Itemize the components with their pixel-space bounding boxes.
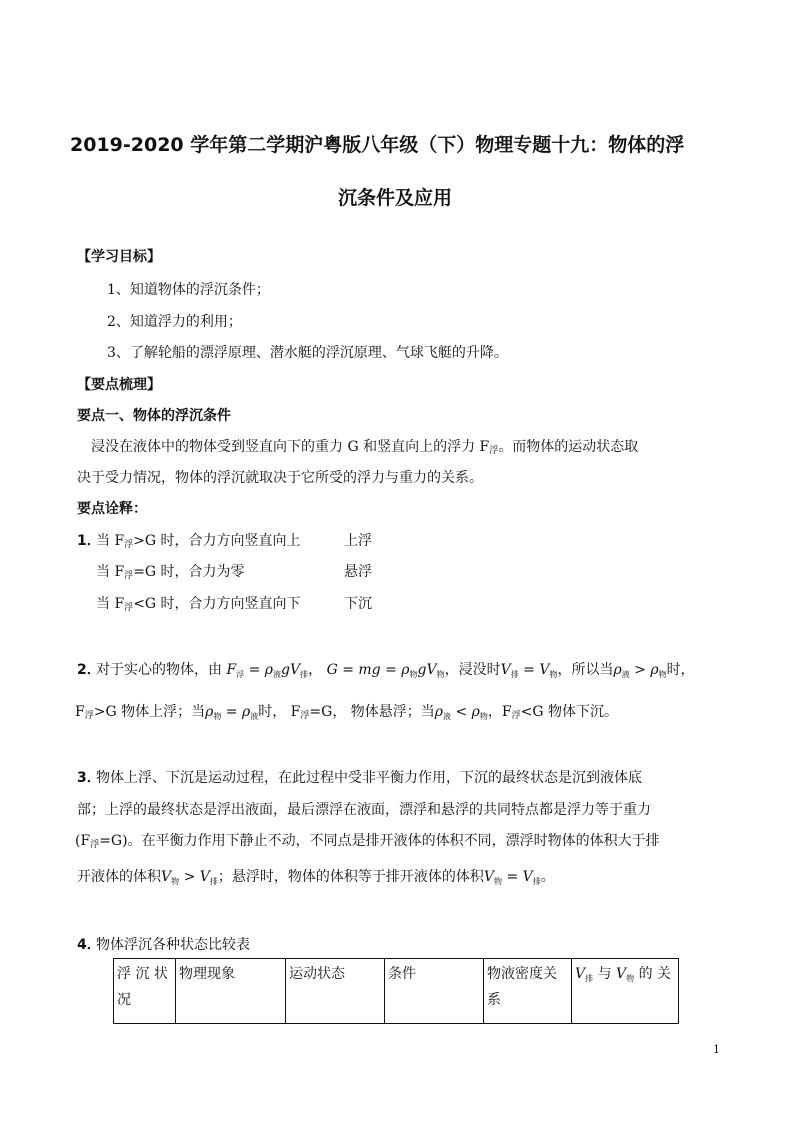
table-header-cell: 物理现象: [176, 959, 286, 1024]
note-1-row-1-state: 上浮: [344, 533, 372, 549]
note-1-row-1: 当 $F_浮>G$ 时，合力方向竖直向上: [96, 533, 301, 550]
point-1-paragraph-line-2: 决于受力情况，物体的浮沉就取决于它所受的浮力与重力的关系。: [77, 470, 483, 486]
goal-item-3: 3、了解轮船的漂浮原理、潜水艇的浮沉原理、气球飞艇的升降。: [107, 345, 508, 361]
title-line-2: 沉条件及应用: [338, 187, 453, 209]
note-3-number: 3．: [77, 770, 101, 786]
note-3-line-4: 开液体的体积$V_物 > V_排$；悬浮时，物体的体积等于排开液体的体积$V_物 = V_排$。: [77, 869, 555, 886]
note-1-row-2: 当 $F_浮=G$ 时，合力为零: [96, 564, 245, 581]
note-3-line-3: $(F_浮=G)$。在平衡力作用下静止不动，不同点是排开液体的体积不同，漂浮时物体的体积大于排: [75, 833, 660, 850]
note-4-text: 物体浮沉各种状态比较表: [96, 937, 250, 953]
table-header-row: [114, 959, 679, 1024]
note-1-row-3-state: 下沉: [344, 596, 372, 612]
note-3-line-1: 物体上浮、下沉是运动过程，在此过程中受非平衡力作用，下沉的最终状态是沉到液体底: [96, 770, 642, 786]
page-number: 1: [713, 1043, 720, 1056]
table-header-cell: 浮 沉 状 况: [114, 959, 176, 1024]
title-line-1: 2019-2020 学年第二学期沪粤版八年级（下）物理专题十九：物体的浮: [70, 134, 685, 156]
note-3-line-2: 部；上浮的最终状态是浮出液面，最后漂浮在液面，漂浮和悬浮的共同特点都是浮力等于重力: [77, 802, 651, 818]
notes-heading: 要点诠释：: [77, 501, 147, 517]
note-4-number: 4．: [77, 937, 101, 953]
note-1-row-3: 当 $F_浮<G$ 时，合力方向竖直向下: [96, 596, 301, 613]
note-2-line-2: $F_浮>G$ 物体上浮；当$\rho_物 = \rho_液$时， $F_浮=G$， 物体悬浮；当$\rho_液 < \rho_物$，$F_浮<G$ 物体下沉。: [75, 704, 618, 721]
note-1-number: 1．: [77, 533, 101, 549]
points-heading: 【要点梳理】: [77, 377, 161, 393]
goal-item-2: 2、知道浮力的利用；: [107, 314, 242, 330]
note-2-line-1: 对于实心的物体，由 $F_浮 = \rho_液gV_排$， G = mg = $\rho_物gV_物$，浸没时$V_排 = V_物$，所以当$\rho_液 > \rho_物$时，: [96, 662, 695, 679]
table-header-cell: 物液密度关系: [484, 959, 572, 1024]
point-1-heading: 要点一、物体的浮沉条件: [77, 408, 231, 424]
table-header-cell: $V_排$ 与 $V_物$ 的 关: [572, 959, 679, 1024]
note-1-row-2-state: 悬浮: [344, 564, 372, 580]
point-1-paragraph-line-1: 浸没在液体中的物体受到竖直向下的重力 G 和竖直向上的浮力 $F_浮$。而物体的运动状态取: [91, 439, 639, 456]
comparison-table: [113, 958, 679, 1024]
note-2-number: 2．: [77, 662, 101, 678]
goals-heading: 【学习目标】: [77, 249, 161, 265]
goal-item-1: 1、知道物体的浮沉条件；: [107, 282, 270, 298]
table-header-cell: 运动状态: [286, 959, 385, 1024]
table-header-cell: 条件: [385, 959, 484, 1024]
